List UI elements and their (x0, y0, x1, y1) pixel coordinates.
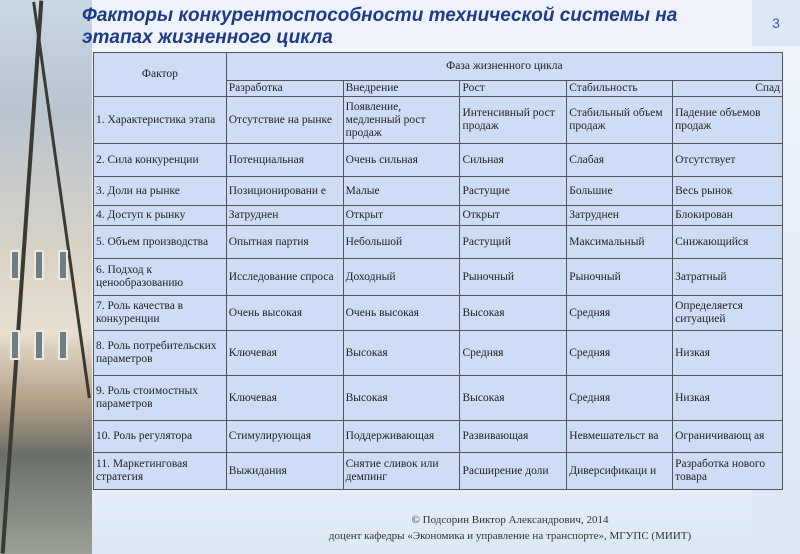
value-cell: Стабильный объем продаж (567, 97, 673, 144)
factors-table (93, 52, 783, 490)
footer-affiliation: доцент кафедры «Экономика и управление на транспорте», МГУПС (МИИТ) (328, 530, 692, 542)
value-cell: Ключевая (226, 331, 343, 376)
value-cell: Развивающая (460, 421, 567, 453)
value-cell: Открыт (460, 206, 567, 226)
value-cell: Позиционировани е (226, 177, 343, 206)
factor-cell: 8. Роль потребительских параметров (94, 331, 227, 376)
value-cell: Потенциальная (226, 144, 343, 177)
value-cell: Средняя (567, 331, 673, 376)
value-cell: Очень сильная (343, 144, 460, 177)
table-row (94, 421, 783, 453)
value-cell: Небольшой (343, 226, 460, 259)
factor-cell: 7. Роль качества в конкуренции (94, 296, 227, 331)
value-cell: Затруднен (226, 206, 343, 226)
value-cell: Снятие сливок или демпинг (343, 453, 460, 490)
value-cell: Открыт (343, 206, 460, 226)
value-cell: Выжидания (226, 453, 343, 490)
table-row (94, 376, 783, 421)
slide-number: 3 (752, 0, 800, 46)
value-cell: Высокая (343, 376, 460, 421)
value-cell: Диверсификаци и (567, 453, 673, 490)
value-cell: Высокая (343, 331, 460, 376)
phase-1: Внедрение (343, 81, 460, 97)
value-cell: Блокирован (673, 206, 783, 226)
table-row (94, 206, 783, 226)
value-cell: Стимулирующая (226, 421, 343, 453)
factor-cell: 1. Характеристика этапа (94, 97, 227, 144)
value-cell: Средняя (567, 376, 673, 421)
value-cell: Средняя (460, 331, 567, 376)
factor-header: Фактор (94, 53, 227, 97)
factor-cell: 11. Маркетинговая стратегия (94, 453, 227, 490)
value-cell: Максимальный (567, 226, 673, 259)
table-row (94, 296, 783, 331)
value-cell: Отсутствует (673, 144, 783, 177)
value-cell: Малые (343, 177, 460, 206)
value-cell: Сильная (460, 144, 567, 177)
factor-cell: 5. Объем производства (94, 226, 227, 259)
table-row (94, 453, 783, 490)
value-cell: Средняя (567, 296, 673, 331)
value-cell: Растущий (460, 226, 567, 259)
value-cell: Появление, медленный рост продаж (343, 97, 460, 144)
value-cell: Затруднен (567, 206, 673, 226)
phase-0: Разработка (226, 81, 343, 97)
table-row (94, 144, 783, 177)
phase-4: Спад (673, 81, 783, 97)
value-cell: Рыночный (460, 259, 567, 296)
value-cell: Отсутствие на рынке (226, 97, 343, 144)
value-cell: Рыночный (567, 259, 673, 296)
value-cell: Определяется ситуацией (673, 296, 783, 331)
value-cell: Очень высокая (343, 296, 460, 331)
value-cell: Большие (567, 177, 673, 206)
footer (250, 512, 770, 544)
value-cell: Падение объемов продаж (673, 97, 783, 144)
table-row (94, 331, 783, 376)
value-cell: Поддерживающая (343, 421, 460, 453)
value-cell: Высокая (460, 296, 567, 331)
value-cell: Слабая (567, 144, 673, 177)
footer-copyright: © Подсорин Виктор Александрович, 2014 (411, 514, 609, 526)
value-cell: Весь рынок (673, 177, 783, 206)
value-cell: Ограничивающ ая (673, 421, 783, 453)
table-row (94, 97, 783, 144)
value-cell: Невмешательст ва (567, 421, 673, 453)
factor-cell: 10. Роль регулятора (94, 421, 227, 453)
table-row (94, 226, 783, 259)
factor-cell: 9. Роль стоимостных параметров (94, 376, 227, 421)
phase-header: Фаза жизненного цикла (226, 53, 782, 81)
phase-2: Рост (460, 81, 567, 97)
phase-3: Стабильность (567, 81, 673, 97)
value-cell: Расширение доли (460, 453, 567, 490)
factor-cell: 3. Доли на рынке (94, 177, 227, 206)
value-cell: Снижающийся (673, 226, 783, 259)
factor-cell: 6. Подход к ценообразованию (94, 259, 227, 296)
value-cell: Ключевая (226, 376, 343, 421)
value-cell: Очень высокая (226, 296, 343, 331)
value-cell: Опытная партия (226, 226, 343, 259)
value-cell: Низкая (673, 376, 783, 421)
value-cell: Высокая (460, 376, 567, 421)
factor-cell: 4. Доступ к рынку (94, 206, 227, 226)
value-cell: Растущие (460, 177, 567, 206)
value-cell: Низкая (673, 331, 783, 376)
value-cell: Затратный (673, 259, 783, 296)
value-cell: Интенсивный рост продаж (460, 97, 567, 144)
value-cell: Исследование спроса (226, 259, 343, 296)
slide-title: Факторы конкурентоспособности технической системы на этапах жизненного цикла (82, 5, 678, 48)
table-row (94, 177, 783, 206)
value-cell: Разработка нового товара (673, 453, 783, 490)
factor-cell: 2. Сила конкуренции (94, 144, 227, 177)
building-photo (0, 0, 92, 554)
value-cell: Доходный (343, 259, 460, 296)
table-row (94, 259, 783, 296)
